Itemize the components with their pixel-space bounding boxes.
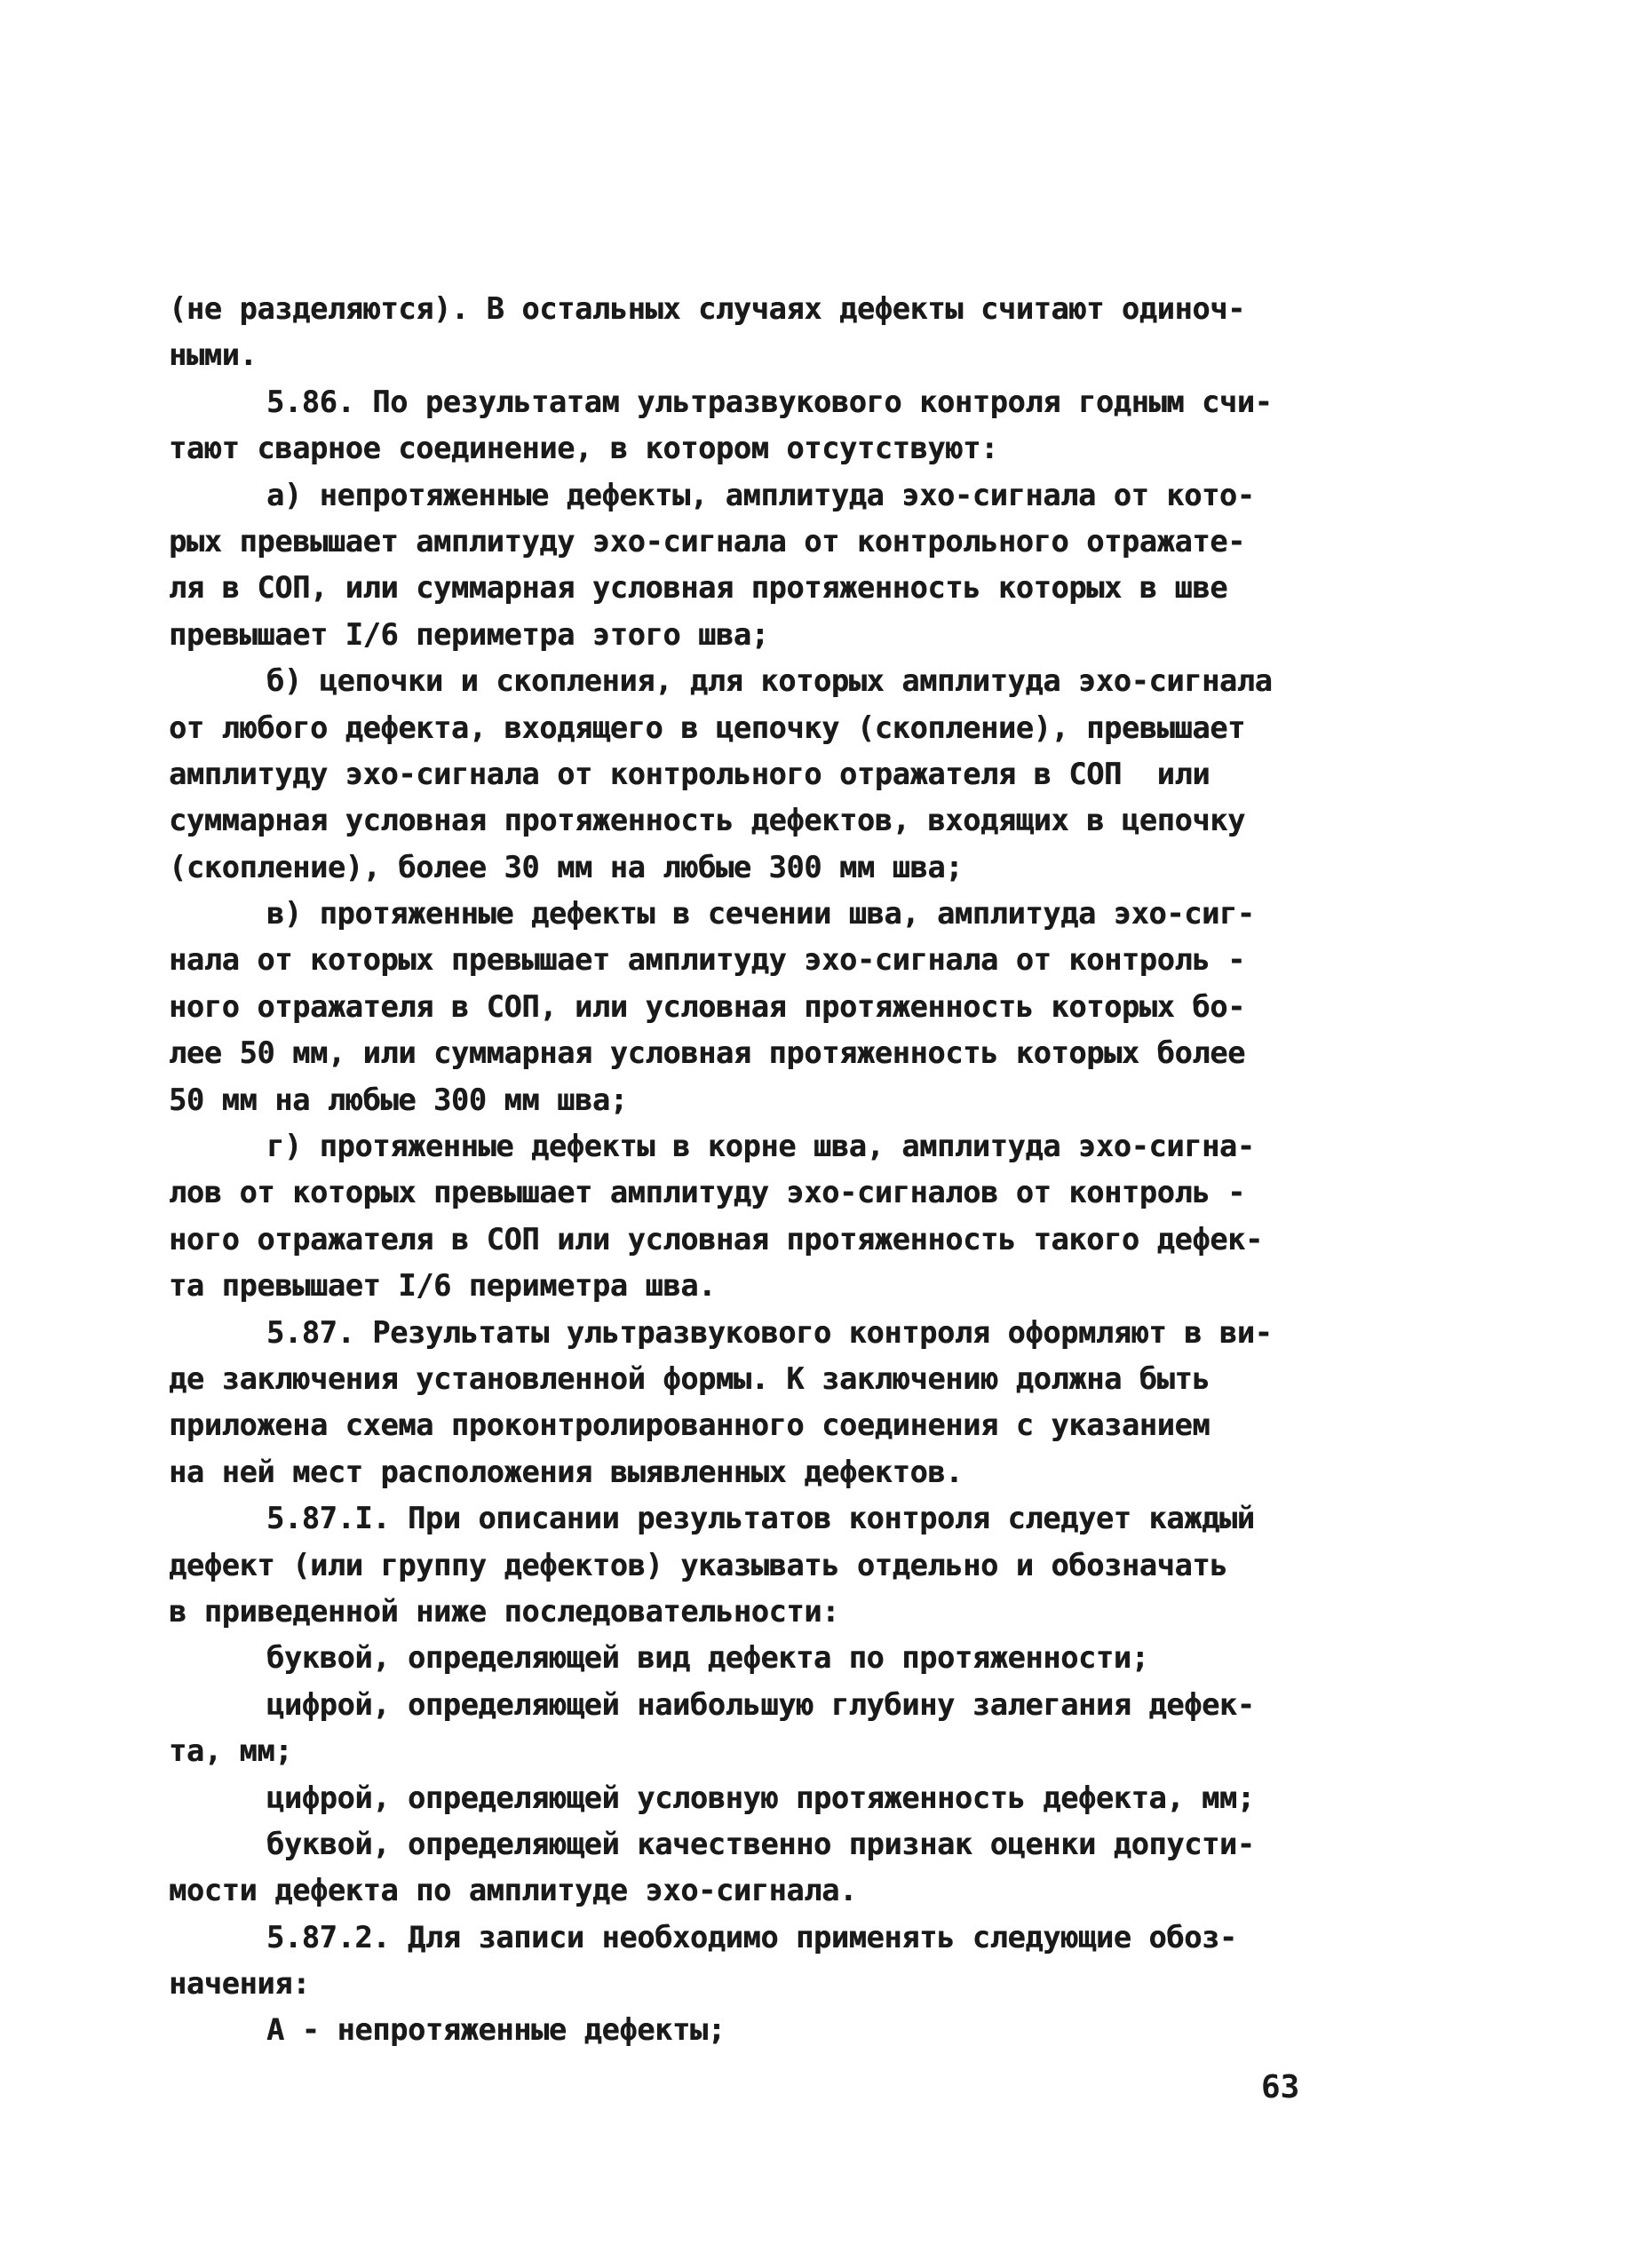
text-line: ля в СОП, или суммарная условная протяженность которых в шве: [169, 570, 1228, 606]
text-line: буквой, определяющей вид дефекта по протяженности;: [266, 1640, 1149, 1676]
text-line: приложена схема проконтролированного соединения с указанием: [169, 1408, 1210, 1443]
text-line: цифрой, определяющей наибольшую глубину залегания дефек-: [266, 1686, 1255, 1722]
text-line: от любого дефекта, входящего в цепочку (скопление), превышает: [169, 710, 1245, 745]
text-line: ного отражателя в СОП, или условная протяженность которых бо-: [169, 988, 1245, 1024]
text-line: 5.87. Результаты ультразвукового контроля оформляют в ви-: [266, 1314, 1273, 1350]
text-line: цифрой, определяющей условную протяженность дефекта, мм;: [266, 1780, 1255, 1815]
text-line: буквой, определяющей качественно признак оценки допусти-: [266, 1826, 1255, 1861]
text-line: в приведенной ниже последовательности:: [169, 1593, 840, 1629]
text-line: амплитуду эхо-сигнала от контрольного отражателя в СОП или: [169, 756, 1210, 791]
text-line: А - непротяженные дефекты;: [266, 2012, 726, 2048]
text-line: 5.87.I. При описании результатов контроля следует каждый: [266, 1501, 1255, 1536]
text-line: 5.87.2. Для записи необходимо применять следующие обоз-: [266, 1919, 1237, 1955]
text-line: мости дефекта по амплитуде эхо-сигнала.: [169, 1873, 857, 1908]
text-line: тают сварное соединение, в котором отсутствуют:: [169, 431, 998, 466]
text-line: ными.: [169, 337, 258, 373]
text-line: та, мм;: [169, 1733, 293, 1769]
body-text: [169, 286, 1314, 2054]
text-line: суммарная условная протяженность дефектов, входящих в цепочку: [169, 803, 1245, 838]
page-number: 63: [1261, 2069, 1300, 2105]
text-line: на ней мест расположения выявленных дефектов.: [169, 1454, 964, 1489]
text-line: лее 50 мм, или суммарная условная протяженность которых более: [169, 1035, 1245, 1071]
text-line: (не разделяются). В остальных случаях дефекты считают одиноч-: [169, 291, 1245, 326]
text-line: а) непротяженные дефекты, амплитуда эхо-сигнала от кото-: [266, 477, 1255, 512]
text-line: дефект (или группу дефектов) указывать отдельно и обозначать: [169, 1547, 1228, 1582]
text-line: в) протяженные дефекты в сечении шва, амплитуда эхо-сиг-: [266, 896, 1255, 932]
text-line: ного отражателя в СОП или условная протяженность такого дефек-: [169, 1221, 1263, 1257]
text-line: (скопление), более 30 мм на любые 300 мм шва;: [169, 849, 964, 884]
text-line: начения:: [169, 1966, 310, 2002]
text-line: рых превышает амплитуду эхо-сигнала от контрольного отражате-: [169, 523, 1245, 559]
text-line: г) протяженные дефекты в корне шва, амплитуда эхо-сигна-: [266, 1129, 1255, 1164]
text-line: лов от которых превышает амплитуду эхо-сигналов от контроль -: [169, 1175, 1245, 1210]
text-line: 50 мм на любые 300 мм шва;: [169, 1082, 628, 1117]
text-line: де заключения установленной формы. К заключению должна быть: [169, 1360, 1210, 1396]
text-line: 5.86. По результатам ультразвукового контроля годным счи-: [266, 384, 1273, 419]
text-line: б) цепочки и скопления, для которых амплитуда эхо-сигнала: [266, 663, 1273, 699]
text-line: превышает I/6 периметра этого шва;: [169, 616, 769, 652]
text-line: нала от которых превышает амплитуду эхо-сигнала от контроль -: [169, 942, 1245, 978]
text-line: та превышает I/6 периметра шва.: [169, 1268, 716, 1304]
